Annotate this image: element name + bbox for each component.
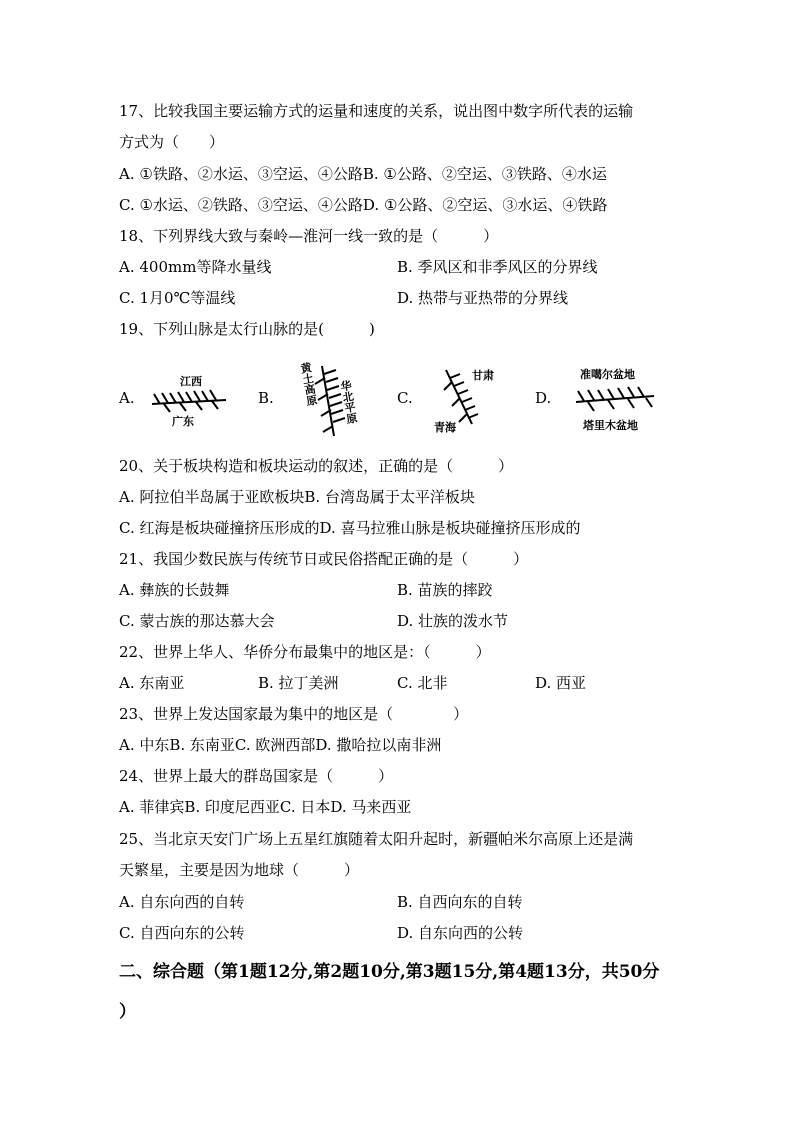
q21-option-b: B. 苗族的摔跤 <box>397 581 493 599</box>
q21-stem: 21、我国少数民族与传统节日或民俗搭配正确的是（ ） <box>119 550 529 568</box>
q18-stem: 18、下列界线大致与秦岭—淮河一线一致的是（ ） <box>119 227 499 245</box>
q19-a-label-bottom: 广东 <box>172 415 194 428</box>
q19-c-mountain-symbol <box>442 368 490 428</box>
q25-option-d: D. 自东向西的公转 <box>397 924 524 942</box>
q17-options-cd: C. ①水运、②铁路、③空运、④公路D. ①公路、②空运、③水运、④铁路 <box>119 196 608 214</box>
q19-b-label-right: 华北平原 <box>338 379 359 425</box>
q19-option-c-letter: C. <box>397 389 413 407</box>
q23-options: A. 中东B. 东南亚C. 欧洲西部D. 撒哈拉以南非洲 <box>119 736 442 754</box>
q18-option-a: A. 400mm等降水量线 <box>119 258 272 276</box>
q19-c-label-bottom: 青海 <box>434 421 456 434</box>
q19-d-mountain-symbol <box>574 386 658 414</box>
q22-option-a: A. 东南亚 <box>119 674 185 692</box>
q19-a-mountain-symbol <box>150 388 230 414</box>
q17-stem-line2: 方式为（ ） <box>119 133 225 151</box>
q24-options: A. 菲律宾B. 印度尼西亚C. 日本D. 马来西亚 <box>119 798 412 816</box>
q19-option-a-letter: A. <box>119 389 135 407</box>
q23-stem: 23、世界上发达国家最为集中的地区是（ ） <box>119 705 469 723</box>
section2-title-line1: 二、综合题（第1题12分,第2题10分,第3题15分,第4题13分，共50分 <box>119 962 660 982</box>
q20-options-cd: C. 红海是板块碰撞挤压形成的D. 喜马拉雅山脉是板块碰撞挤压形成的 <box>119 519 581 537</box>
q21-option-a: A. 彝族的长鼓舞 <box>119 581 230 599</box>
q19-d-label-bottom: 塔里木盆地 <box>583 419 638 432</box>
q25-stem-line2: 天繁星，主要是因为地球（ ） <box>119 861 360 879</box>
q21-option-c: C. 蒙古族的那达慕大会 <box>119 612 275 630</box>
q18-option-d: D. 热带与亚热带的分界线 <box>397 289 569 307</box>
q25-option-c: C. 自西向东的公转 <box>119 924 245 942</box>
q20-options-ab: A. 阿拉伯半岛属于亚欧板块B. 台湾岛属于太平洋板块 <box>119 488 475 506</box>
q19-option-b-letter: B. <box>258 389 274 407</box>
q22-option-b: B. 拉丁美洲 <box>258 674 339 692</box>
q19-stem: 19、下列山脉是太行山脉的是( ) <box>119 320 375 338</box>
q18-option-b: B. 季风区和非季风区的分界线 <box>397 258 598 276</box>
q22-stem: 22、世界上华人、华侨分布最集中的地区是：（ ） <box>119 643 491 661</box>
q24-stem: 24、世界上最大的群岛国家是（ ） <box>119 767 394 785</box>
q19-c-label-top: 甘肃 <box>472 369 494 382</box>
q19-b-mountain-symbol <box>312 364 346 440</box>
q19-a-label-top: 江西 <box>180 375 202 388</box>
q20-stem: 20、关于板块构造和板块运动的叙述，正确的是（ ） <box>119 457 514 475</box>
q21-option-d: D. 壮族的泼水节 <box>397 612 509 630</box>
q18-option-c: C. 1月0℃等温线 <box>119 289 236 307</box>
q19-b-label-left: 黄土高原 <box>298 361 319 407</box>
q17-stem-line1: 17、比较我国主要运输方式的运量和速度的关系，说出图中数字所代表的运输 <box>119 102 634 120</box>
q19-d-label-top: 准噶尔盆地 <box>580 368 635 381</box>
q22-option-d: D. 西亚 <box>535 674 587 692</box>
section2-title-line2: ） <box>119 1002 136 1022</box>
q22-option-c: C. 北非 <box>397 674 448 692</box>
q25-stem-line1: 25、当北京天安门广场上五星红旗随着太阳升起时，新疆帕米尔高原上还是满 <box>119 830 634 848</box>
q25-option-b: B. 自西向东的自转 <box>397 893 523 911</box>
q17-options-ab: A. ①铁路、②水运、③空运、④公路B. ①公路、②空运、③铁路、④水运 <box>119 165 607 183</box>
q19-option-d-letter: D. <box>535 389 552 407</box>
q25-option-a: A. 自东向西的自转 <box>119 893 245 911</box>
